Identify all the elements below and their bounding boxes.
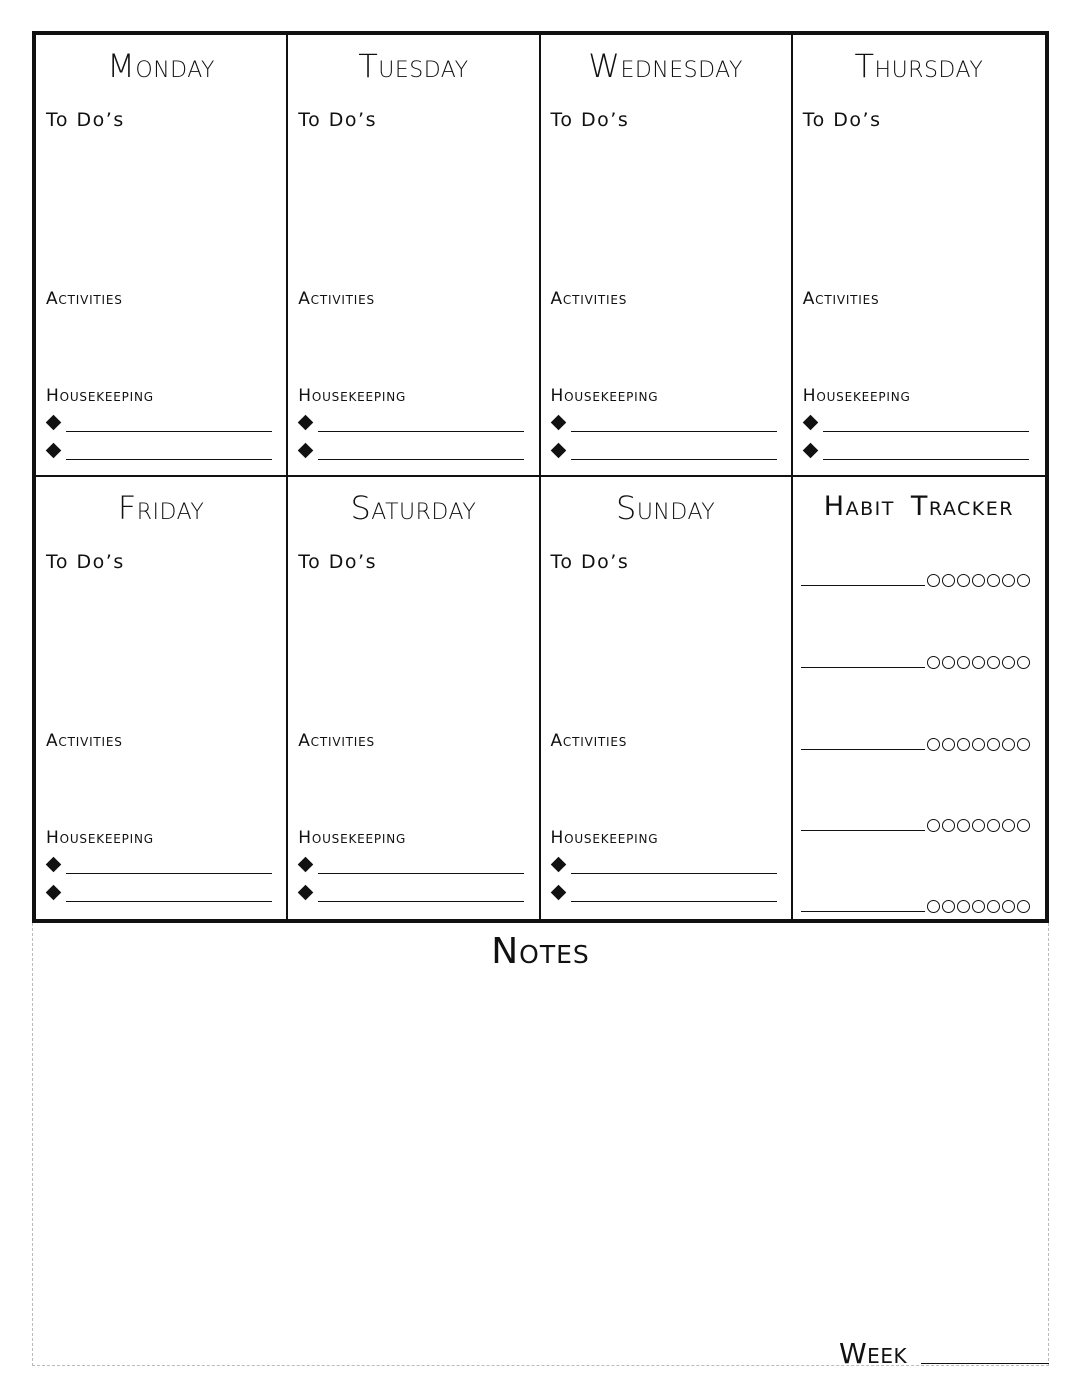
week-label: Week	[839, 1337, 908, 1370]
day-title: Friday	[117, 489, 205, 527]
habit-check-circle-icon[interactable]	[957, 900, 970, 913]
week-number-line[interactable]	[921, 1363, 1049, 1364]
habit-check-circle-icon[interactable]	[1017, 738, 1030, 751]
habit-check-circle-icon[interactable]	[1017, 574, 1030, 587]
diamond-bullet-icon	[550, 885, 566, 901]
day-title: Sunday	[616, 489, 716, 527]
housekeeping-label: Housekeeping	[46, 386, 154, 406]
habit-check-circle-icon[interactable]	[1017, 819, 1030, 832]
day-title: Tuesday	[358, 47, 469, 85]
day-cell-thursday	[793, 35, 1045, 477]
habit-check-circle-icon[interactable]	[927, 656, 940, 669]
habit-row	[801, 645, 1033, 671]
habit-check-circle-icon[interactable]	[942, 819, 955, 832]
habit-check-circle-icon[interactable]	[942, 738, 955, 751]
write-line	[318, 431, 524, 432]
habit-check-circle-icon[interactable]	[1002, 656, 1015, 669]
diamond-bullet-icon	[46, 443, 62, 459]
day-cell-monday	[36, 35, 288, 477]
habit-tracker-title: Habit Tracker	[823, 491, 1014, 522]
diamond-bullet-icon	[550, 857, 566, 873]
habit-check-circle-icon[interactable]	[972, 656, 985, 669]
weekly-planner-grid	[32, 31, 1049, 923]
habit-row	[801, 808, 1033, 834]
todo-label: To Do’s	[46, 109, 125, 131]
housekeeping-label: Housekeeping	[550, 828, 659, 848]
housekeeping-label: Housekeeping	[802, 386, 911, 406]
notes-title: Notes	[491, 931, 590, 972]
habit-name-line[interactable]	[801, 830, 925, 831]
housekeeping-line[interactable]	[296, 441, 524, 463]
habit-tracker-cell	[793, 477, 1045, 919]
habit-check-circle-icon[interactable]	[972, 574, 985, 587]
habit-check-circle-icon[interactable]	[927, 738, 940, 751]
notes-area[interactable]	[32, 923, 1049, 1370]
housekeeping-label: Housekeeping	[550, 386, 659, 406]
diamond-bullet-icon	[46, 885, 62, 901]
activities-label: Activities	[46, 289, 123, 309]
habit-check-circle-icon[interactable]	[987, 900, 1000, 913]
habit-check-circle-icon[interactable]	[972, 738, 985, 751]
habit-check-circle-icon[interactable]	[987, 656, 1000, 669]
habit-circles	[927, 819, 1030, 832]
todo-label: To Do’s	[802, 109, 882, 131]
diamond-bullet-icon	[46, 857, 62, 873]
write-line	[571, 901, 777, 902]
housekeeping-line[interactable]	[44, 855, 272, 877]
habit-check-circle-icon[interactable]	[957, 738, 970, 751]
diamond-bullet-icon	[550, 443, 566, 459]
day-title: Saturday	[350, 489, 477, 527]
activities-label: Activities	[46, 731, 123, 751]
housekeeping-line[interactable]	[296, 855, 524, 877]
diamond-bullet-icon	[298, 415, 314, 431]
day-title: Wednesday	[588, 47, 743, 85]
housekeeping-line[interactable]	[44, 441, 272, 463]
habit-check-circle-icon[interactable]	[1002, 738, 1015, 751]
activities-label: Activities	[298, 731, 375, 751]
housekeeping-line[interactable]	[549, 883, 777, 905]
habit-check-circle-icon[interactable]	[1017, 900, 1030, 913]
habit-circles	[927, 574, 1030, 587]
housekeeping-label: Housekeeping	[46, 828, 154, 848]
habit-circles	[927, 738, 1030, 751]
housekeeping-line[interactable]	[549, 855, 777, 877]
habit-check-circle-icon[interactable]	[927, 900, 940, 913]
todo-label: To Do’s	[298, 551, 377, 573]
habit-check-circle-icon[interactable]	[942, 900, 955, 913]
housekeeping-line[interactable]	[44, 883, 272, 905]
housekeeping-label: Housekeeping	[298, 386, 407, 406]
diamond-bullet-icon	[298, 885, 314, 901]
write-line	[571, 431, 777, 432]
diamond-bullet-icon	[802, 415, 818, 431]
habit-check-circle-icon[interactable]	[987, 574, 1000, 587]
write-line	[66, 901, 272, 902]
habit-check-circle-icon[interactable]	[1002, 574, 1015, 587]
habit-check-circle-icon[interactable]	[927, 574, 940, 587]
write-line	[66, 431, 272, 432]
housekeeping-line[interactable]	[296, 883, 524, 905]
housekeeping-line[interactable]	[549, 441, 777, 463]
write-line	[66, 873, 272, 874]
activities-label: Activities	[550, 731, 628, 751]
habit-check-circle-icon[interactable]	[987, 738, 1000, 751]
habit-check-circle-icon[interactable]	[1017, 656, 1030, 669]
housekeeping-line[interactable]	[801, 413, 1029, 435]
day-cell-saturday	[288, 477, 540, 919]
habit-check-circle-icon[interactable]	[957, 574, 970, 587]
write-line	[823, 431, 1029, 432]
habit-check-circle-icon[interactable]	[972, 819, 985, 832]
diamond-bullet-icon	[802, 443, 818, 459]
day-title: Thursday	[854, 47, 984, 85]
day-cell-wednesday	[541, 35, 793, 477]
diamond-bullet-icon	[550, 415, 566, 431]
habit-name-line[interactable]	[801, 667, 925, 668]
habit-check-circle-icon[interactable]	[957, 819, 970, 832]
write-line	[823, 459, 1029, 460]
habit-row	[801, 727, 1033, 753]
day-cell-tuesday	[288, 35, 540, 477]
write-line	[571, 873, 777, 874]
housekeeping-line[interactable]	[549, 413, 777, 435]
housekeeping-line[interactable]	[296, 413, 524, 435]
habit-check-circle-icon[interactable]	[1002, 900, 1015, 913]
day-cell-sunday	[541, 477, 793, 919]
activities-label: Activities	[550, 289, 628, 309]
todo-label: To Do’s	[298, 109, 377, 131]
habit-name-line[interactable]	[801, 911, 925, 912]
day-title: Monday	[107, 47, 215, 85]
housekeeping-label: Housekeeping	[298, 828, 407, 848]
todo-label: To Do’s	[550, 109, 630, 131]
habit-name-line[interactable]	[801, 585, 925, 586]
habit-row	[801, 889, 1033, 915]
diamond-bullet-icon	[46, 415, 62, 431]
habit-check-circle-icon[interactable]	[942, 656, 955, 669]
habit-check-circle-icon[interactable]	[972, 900, 985, 913]
habit-check-circle-icon[interactable]	[942, 574, 955, 587]
write-line	[318, 459, 524, 460]
day-cell-friday	[36, 477, 288, 919]
housekeeping-line[interactable]	[801, 441, 1029, 463]
activities-label: Activities	[802, 289, 880, 309]
habit-check-circle-icon[interactable]	[1002, 819, 1015, 832]
todo-label: To Do’s	[46, 551, 125, 573]
housekeeping-line[interactable]	[44, 413, 272, 435]
diamond-bullet-icon	[298, 443, 314, 459]
habit-circles	[927, 656, 1030, 669]
habit-check-circle-icon[interactable]	[957, 656, 970, 669]
habit-circles	[927, 900, 1030, 913]
write-line	[318, 901, 524, 902]
habit-check-circle-icon[interactable]	[927, 819, 940, 832]
activities-label: Activities	[298, 289, 375, 309]
write-line	[318, 873, 524, 874]
habit-name-line[interactable]	[801, 749, 925, 750]
habit-check-circle-icon[interactable]	[987, 819, 1000, 832]
diamond-bullet-icon	[298, 857, 314, 873]
write-line	[66, 459, 272, 460]
habit-row	[801, 563, 1033, 589]
write-line	[571, 459, 777, 460]
todo-label: To Do’s	[550, 551, 630, 573]
